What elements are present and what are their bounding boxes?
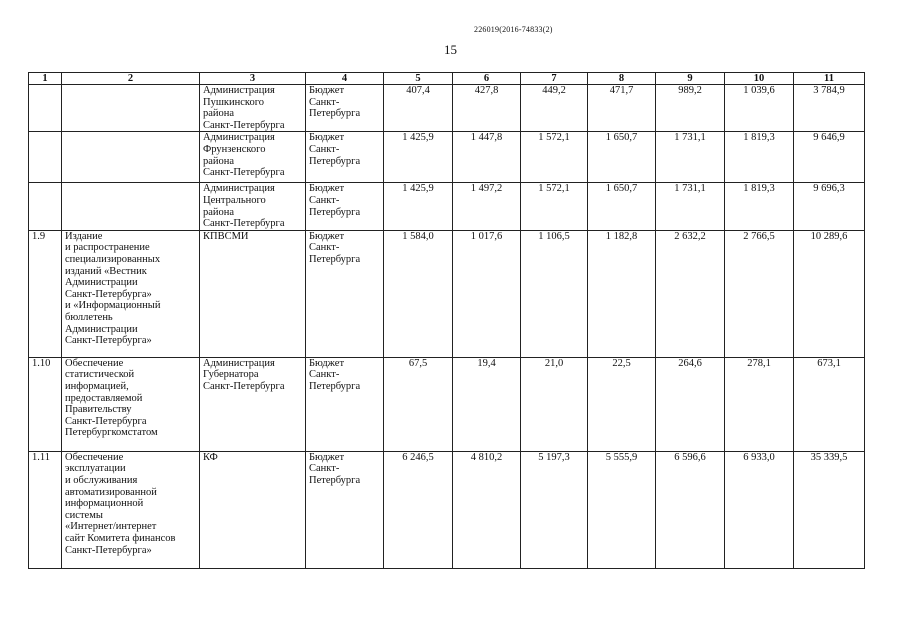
column-header-9: 9 xyxy=(656,73,725,85)
row-code: 1.11 xyxy=(29,451,62,568)
value-cell: 1 572,1 xyxy=(521,183,588,230)
value-cell: 1 650,7 xyxy=(588,183,656,230)
total-cell: 9 646,9 xyxy=(794,132,865,183)
value-cell: 1 017,6 xyxy=(453,230,521,357)
value-cell: 1 447,8 xyxy=(453,132,521,183)
value-cell: 427,8 xyxy=(453,85,521,132)
row-code: 1.9 xyxy=(29,230,62,357)
value-cell: 989,2 xyxy=(656,85,725,132)
table-row xyxy=(29,85,865,132)
value-cell: 1 572,1 xyxy=(521,132,588,183)
value-cell: 4 810,2 xyxy=(453,451,521,568)
value-cell: 1 425,9 xyxy=(384,132,453,183)
value-cell: 6 246,5 xyxy=(384,451,453,568)
column-header-3: 3 xyxy=(200,73,306,85)
funding-source: Бюджет Санкт- Петербурга xyxy=(306,85,384,132)
activity-name xyxy=(62,132,200,183)
value-cell: 5 197,3 xyxy=(521,451,588,568)
executor: Администрация Губернатора Санкт-Петербурга xyxy=(200,357,306,451)
column-header-7: 7 xyxy=(521,73,588,85)
column-header-8: 8 xyxy=(588,73,656,85)
activity-name: Обеспечение эксплуатации и обслуживания автоматизированной информационной системы «Интернет/интернет сайт Комитета финансов Санкт-Петербурга» xyxy=(62,451,200,568)
executor: Администрация Фрунзенского района Санкт-Петербурга xyxy=(200,132,306,183)
value-cell: 1 497,2 xyxy=(453,183,521,230)
row-code xyxy=(29,85,62,132)
value-cell: 67,5 xyxy=(384,357,453,451)
executor: КПВСМИ xyxy=(200,230,306,357)
value-cell: 21,0 xyxy=(521,357,588,451)
table-row xyxy=(29,451,865,568)
value-cell: 407,4 xyxy=(384,85,453,132)
value-cell: 264,6 xyxy=(656,357,725,451)
value-cell: 1 425,9 xyxy=(384,183,453,230)
document-code: 226019(2016-74833(2) xyxy=(474,25,553,34)
value-cell: 2 766,5 xyxy=(725,230,794,357)
executor: Администрация Пушкинского района Санкт-Петербурга xyxy=(200,85,306,132)
total-cell: 35 339,5 xyxy=(794,451,865,568)
value-cell: 1 182,8 xyxy=(588,230,656,357)
column-header-4: 4 xyxy=(306,73,384,85)
value-cell: 1 731,1 xyxy=(656,183,725,230)
value-cell: 1 106,5 xyxy=(521,230,588,357)
row-code xyxy=(29,132,62,183)
value-cell: 471,7 xyxy=(588,85,656,132)
funding-source: Бюджет Санкт- Петербурга xyxy=(306,230,384,357)
value-cell: 6 933,0 xyxy=(725,451,794,568)
value-cell: 1 819,3 xyxy=(725,183,794,230)
executor: КФ xyxy=(200,451,306,568)
value-cell: 1 650,7 xyxy=(588,132,656,183)
column-header-5: 5 xyxy=(384,73,453,85)
funding-source: Бюджет Санкт- Петербурга xyxy=(306,132,384,183)
row-code xyxy=(29,183,62,230)
activity-name: Издание и распространение специализированных изданий «Вестник Администрации Санкт-Петербурга» и «Информационный бюллетень Администрации Санкт-Петербурга» xyxy=(62,230,200,357)
column-header-1: 1 xyxy=(29,73,62,85)
table-row xyxy=(29,230,865,357)
value-cell: 19,4 xyxy=(453,357,521,451)
budget-table xyxy=(28,72,865,569)
value-cell: 1 731,1 xyxy=(656,132,725,183)
activity-name xyxy=(62,85,200,132)
funding-source: Бюджет Санкт- Петербурга xyxy=(306,451,384,568)
table-row xyxy=(29,357,865,451)
value-cell: 22,5 xyxy=(588,357,656,451)
row-code: 1.10 xyxy=(29,357,62,451)
total-cell: 9 696,3 xyxy=(794,183,865,230)
funding-source: Бюджет Санкт- Петербурга xyxy=(306,357,384,451)
total-cell: 3 784,9 xyxy=(794,85,865,132)
value-cell: 278,1 xyxy=(725,357,794,451)
column-header-2: 2 xyxy=(62,73,200,85)
value-cell: 6 596,6 xyxy=(656,451,725,568)
value-cell: 5 555,9 xyxy=(588,451,656,568)
column-header-11: 11 xyxy=(794,73,865,85)
column-header-10: 10 xyxy=(725,73,794,85)
funding-source: Бюджет Санкт- Петербурга xyxy=(306,183,384,230)
header-row xyxy=(29,73,865,85)
value-cell: 1 584,0 xyxy=(384,230,453,357)
total-cell: 10 289,6 xyxy=(794,230,865,357)
total-cell: 673,1 xyxy=(794,357,865,451)
column-header-6: 6 xyxy=(453,73,521,85)
value-cell: 1 819,3 xyxy=(725,132,794,183)
value-cell: 449,2 xyxy=(521,85,588,132)
activity-name: Обеспечение статистической информацией, предоставляемой Правительству Санкт-Петербурга Петербургкомстатом xyxy=(62,357,200,451)
table-row xyxy=(29,183,865,230)
value-cell: 1 039,6 xyxy=(725,85,794,132)
executor: Администрация Центрального района Санкт-Петербурга xyxy=(200,183,306,230)
page-number: 15 xyxy=(444,42,457,57)
table-row xyxy=(29,132,865,183)
value-cell: 2 632,2 xyxy=(656,230,725,357)
activity-name xyxy=(62,183,200,230)
